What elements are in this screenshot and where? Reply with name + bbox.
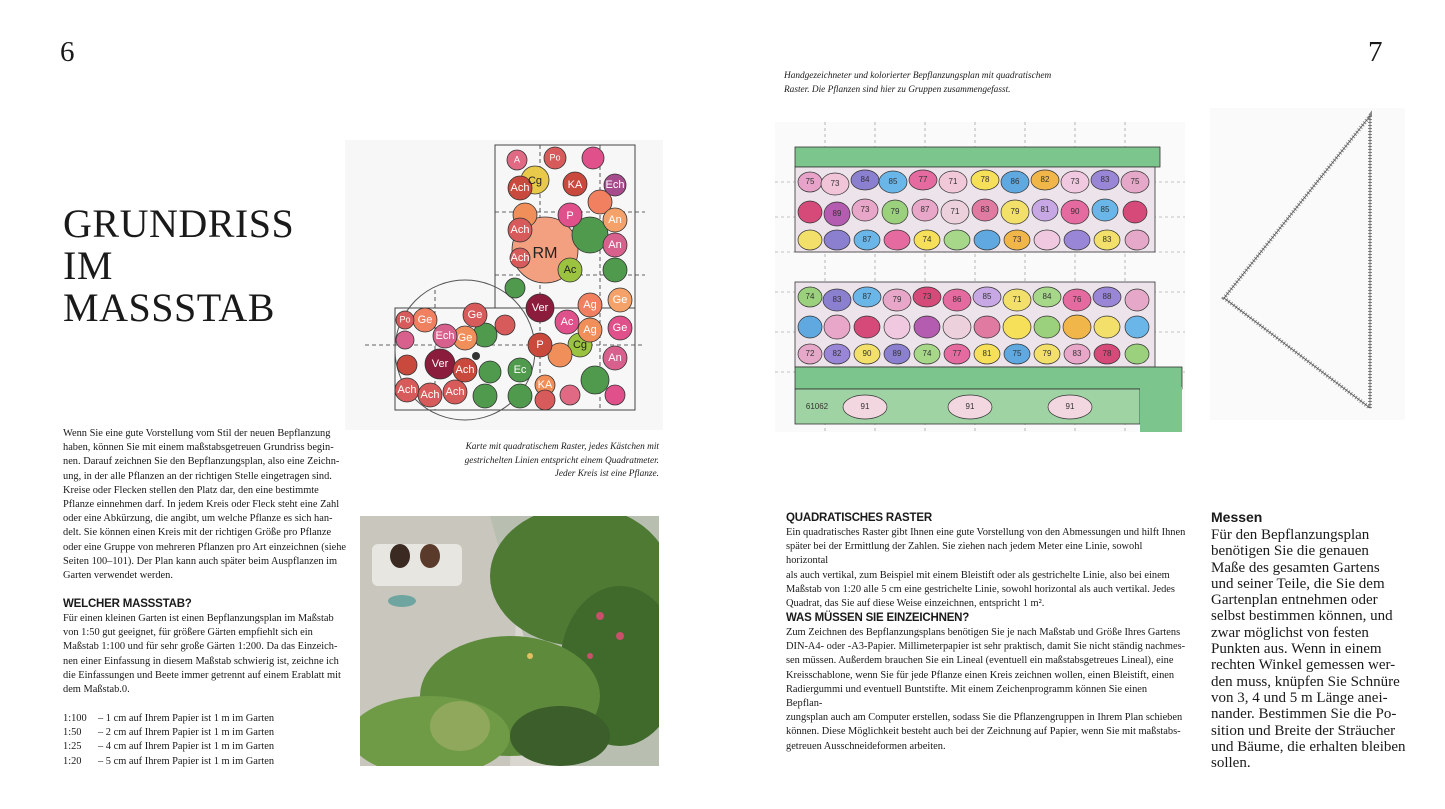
triangle-svg xyxy=(1210,108,1405,420)
text-line: später bei der Ermittlung der Zahlen. Sie ziehen nach jedem Meter eine Linie, sowohl horizontal xyxy=(786,541,1143,567)
plan-number: 87 xyxy=(862,235,872,245)
text-line: Punkten aus. Wenn in einem xyxy=(1211,641,1382,658)
plant-label: Ag xyxy=(583,323,597,336)
caption-line: gestrichelten Linien entspricht einem Quadratmeter. xyxy=(464,455,659,466)
plan-number: 81 xyxy=(1040,205,1050,215)
plan-number: 76 xyxy=(1072,295,1082,305)
plant-label: Ach xyxy=(445,385,465,398)
scale-ratio: 1:20 xyxy=(63,755,82,767)
plan-number: 74 xyxy=(922,349,932,359)
plant-label: Ag xyxy=(583,298,597,311)
text-line: DIN-A4- oder -A3-Papier. Millimeterpapier ist sehr praktisch, damit Sie nicht ständig nachmes- xyxy=(786,641,1186,653)
plant-label: Cg xyxy=(527,174,543,187)
scale-list xyxy=(63,712,348,769)
plan-number: 73 xyxy=(922,292,932,302)
text-line: Ein quadratisches Raster gibt Ihnen eine gute Vorstellung von den Abmessungen und hilft Ihnen xyxy=(786,527,1186,538)
plan-number: 74 xyxy=(805,292,815,302)
plan-number: 82 xyxy=(832,349,842,359)
text-line: zungsplan auch am Computer erstellen, sodass Sie die Pflanzengruppen in Ihrem Plan schieben xyxy=(786,712,1183,724)
section-heading-einzeichnen: WAS MÜSSEN SIE EINZEICHNEN? xyxy=(786,612,970,624)
text-line: Garten verwendet werden. xyxy=(63,570,173,582)
text-line: sollen. xyxy=(1211,755,1251,772)
text-line: sition und Breite der Sträucher xyxy=(1211,722,1396,739)
einzeichnen-paragraph xyxy=(786,626,1186,754)
text-line: und seiner Teile, die Sie dem xyxy=(1211,575,1385,592)
plan-number: 71 xyxy=(948,177,958,187)
raster-paragraph xyxy=(786,526,1186,611)
text-line: Seiten 100–101). Der Plan kann auch später beim Auspflanzen im xyxy=(63,555,338,567)
plan-number: 85 xyxy=(1100,205,1110,215)
scale-row xyxy=(63,726,348,740)
plant-label: Ge xyxy=(467,308,483,321)
plant-label: Ach xyxy=(510,181,530,194)
plan-number: 73 xyxy=(1070,177,1080,187)
plant-label: An xyxy=(608,213,622,226)
plan-number: 81 xyxy=(982,349,992,359)
plant-label: P xyxy=(536,338,544,351)
plant-label: KA xyxy=(537,378,553,391)
text-line: Radiergummi und eventuell Buntstifte. Mit einem Zeichenprogramm können Sie einen Bepflan- xyxy=(786,683,1148,710)
text-line: den muss, knüpfen Sie Schnüre xyxy=(1211,673,1400,690)
plant-label: Ac xyxy=(563,263,577,276)
triangle-drawing xyxy=(1210,108,1405,420)
plan-number: 86 xyxy=(1010,177,1020,187)
plan-number: 71 xyxy=(1012,295,1022,305)
plant-label: Ach xyxy=(397,383,417,396)
text-line: Maßstab von 1:20 alle 5 cm eine gestrichelte Linie, sowohl horizontal als auch vertikal. Jedes xyxy=(786,583,1175,595)
text-line: benötigen Sie die genauen xyxy=(1211,543,1369,560)
plant-label: Ge xyxy=(612,293,628,306)
text-line: oder eine Gruppe von mehreren Pflanzen pro Art einzeichnen (siehe xyxy=(63,541,347,553)
plan-number: 77 xyxy=(918,175,928,185)
scale-desc: – 5 cm auf Ihrem Papier ist 1 m im Garten xyxy=(98,755,275,767)
text-line: Zum Zeichnen des Bepflanzungsplans benötigen Sie je nach Maßstab und Größe Ihres Gartens xyxy=(786,627,1181,638)
text-line: Maßstab 1:100 und für sehr große Gärten 1:200. Da das Einzeich- xyxy=(63,641,338,653)
intro-paragraph xyxy=(63,427,348,583)
plan-number: 79 xyxy=(1042,349,1052,359)
caption-line: Jeder Kreis ist eine Pflanze. xyxy=(554,469,659,479)
plant-label: P xyxy=(566,209,574,222)
text-line: nen einer Einfassung in diesem Maßstab schwierig ist, zeichne ich xyxy=(63,655,339,667)
plan-number: 82 xyxy=(1040,175,1050,185)
hand-plan-caption xyxy=(784,70,1114,97)
caption-line: Raster. Die Pflanzen sind hier zu Gruppen zusammengefasst. xyxy=(784,84,1011,95)
title-line: MASSSTAB xyxy=(63,285,275,330)
plan-number: 61062 xyxy=(805,402,829,412)
plan-number: 87 xyxy=(920,205,930,215)
plan-number: 85 xyxy=(888,177,898,187)
text-line: Kreise oder Flecken stellen den Platz dar, den eine bestimmte xyxy=(63,484,319,496)
text-line: zwar möglichst von festen xyxy=(1211,624,1369,641)
text-line: nen. Darauf zeichnen Sie den Bepflanzungsplan, also eine Zeichn- xyxy=(63,456,340,468)
text-line: rechten Winkel gemessen wer- xyxy=(1211,657,1396,674)
plan-number: 71 xyxy=(950,207,960,217)
plan-number: 83 xyxy=(980,205,990,215)
messen-paragraph xyxy=(1211,527,1436,771)
plan-number: 79 xyxy=(1010,207,1020,217)
plan-number: 77 xyxy=(952,349,962,359)
plant-label: An xyxy=(608,238,622,251)
plant-label: Ach xyxy=(420,388,440,401)
title-line: GRUNDRISS xyxy=(63,201,295,246)
text-line: und Bäume, die erhalten bleiben xyxy=(1211,738,1406,755)
plan-number: 91 xyxy=(860,402,870,412)
text-line: nander. Bestimmen Sie die Po- xyxy=(1211,706,1397,723)
title-line: IM xyxy=(63,243,113,288)
text-line: delt. Sie können einen Kreis mit der richtigen Größe pro Pflanze xyxy=(63,527,332,539)
page-number-left: 6 xyxy=(60,36,75,68)
scale-desc: – 4 cm auf Ihrem Papier ist 1 m im Garten xyxy=(98,741,275,753)
text-line: Quadrat, das Sie auf diese Weise einzeichnen, entspricht 1 m². xyxy=(786,598,1045,610)
section-heading-scale: WELCHER MASSSTAB? xyxy=(63,598,192,610)
scale-ratio: 1:25 xyxy=(63,741,82,753)
plan-number: 86 xyxy=(952,295,962,305)
text-line: die Einfassungen und Beete immer getrennt auf einem Erablatt mit xyxy=(63,669,341,681)
plan-number: 91 xyxy=(1065,402,1075,412)
plan-number: 72 xyxy=(805,349,815,359)
plan-number: 79 xyxy=(892,295,902,305)
plan-number: 75 xyxy=(1012,349,1022,359)
planting-circle-map xyxy=(345,140,663,430)
caption-line: Handgezeichneter und kolorierter Bepflanzungsplan mit quadratischem xyxy=(784,71,1052,81)
text-line: Gartenplan entnehmen oder xyxy=(1211,592,1378,609)
plan-number: 73 xyxy=(860,205,870,215)
plant-label: Ach xyxy=(455,363,475,376)
plant-label: A xyxy=(513,154,521,165)
plan-number: 85 xyxy=(982,292,992,302)
plant-label: RM xyxy=(532,245,558,263)
plan-number: 90 xyxy=(1070,207,1080,217)
text-line: getreuen Ausschneideformen arbeiten. xyxy=(786,740,946,752)
text-line: Maße des gesamten Gartens xyxy=(1211,559,1380,576)
plant-label: Ge xyxy=(417,313,433,326)
plan-number: 87 xyxy=(862,292,872,302)
text-line: Für einen kleinen Garten ist einen Bepflanzungsplan im Maßstab xyxy=(63,613,334,624)
plan-number: 73 xyxy=(830,179,840,189)
plan-number: 83 xyxy=(1072,349,1082,359)
plan-number: 89 xyxy=(892,349,902,359)
scale-desc: – 2 cm auf Ihrem Papier ist 1 m im Garten xyxy=(98,727,275,739)
text-line: Für den Bepflanzungsplan xyxy=(1211,527,1370,543)
plant-label: Po xyxy=(549,152,561,163)
text-line: haben, können Sie mit einem maßstabsgetreuen Grundriss begin- xyxy=(63,442,334,454)
scale-desc: – 1 cm auf Ihrem Papier ist 1 m im Garten xyxy=(98,713,275,724)
plan-number: 78 xyxy=(1102,349,1112,359)
map-caption xyxy=(400,441,659,482)
text-line: von 1:50 gut geeignet, für größere Gärten empfiehlt sich ein xyxy=(63,627,313,639)
text-line: sen müssen. Außerdem brauchen Sie ein Lineal (eventuell ein maßstabsgetreues Lineal), eine xyxy=(786,655,1174,667)
plant-label: Ge xyxy=(457,331,473,344)
page-number-right: 7 xyxy=(1368,36,1383,68)
plan-number: 89 xyxy=(832,209,842,219)
plant-label: Ver xyxy=(531,301,549,314)
plant-label: Ec xyxy=(513,363,527,376)
scale-paragraph xyxy=(63,612,348,697)
plan-number: 79 xyxy=(890,207,900,217)
plan-number: 90 xyxy=(862,349,872,359)
plan-number: 74 xyxy=(922,235,932,245)
garden-photo xyxy=(360,516,659,766)
plant-label: Ach xyxy=(510,251,530,264)
plant-label: Ech xyxy=(435,329,455,342)
text-line: als auch vertikal, zum Beispiel mit einem Bleistift oder als gestrichelte Linie, also bei einem xyxy=(786,569,1170,581)
text-line: Pflanze einnehmen darf. In jedem Kreis oder Fleck steht eine Zahl xyxy=(63,499,340,511)
plant-label: Ver xyxy=(431,357,449,370)
page-title xyxy=(63,203,294,329)
scale-row xyxy=(63,712,348,726)
scale-ratio: 1:50 xyxy=(63,727,82,739)
plan-number: 88 xyxy=(1102,292,1112,302)
circle-map-svg xyxy=(345,140,663,430)
plan-number: 83 xyxy=(1100,175,1110,185)
text-line: Wenn Sie eine gute Vorstellung vom Stil der neuen Bepflanzung xyxy=(63,428,331,439)
hand-drawn-plan xyxy=(775,122,1185,432)
plant-label: An xyxy=(608,351,622,364)
garden-photo-svg xyxy=(360,516,659,766)
text-line: von 3, 4 und 5 m Länge anei- xyxy=(1211,689,1388,706)
caption-line: Karte mit quadratischem Raster, jedes Kästchen mit xyxy=(465,442,659,452)
text-line: oder eine Abkürzung, die angibt, um welche Pflanze es sich han- xyxy=(63,513,333,525)
text-line: selbst bestimmen können, und xyxy=(1211,608,1393,625)
plan-number: 83 xyxy=(1102,235,1112,245)
plan-number: 73 xyxy=(1012,235,1022,245)
plant-label: KA xyxy=(567,178,583,191)
plan-number: 75 xyxy=(805,177,815,187)
plant-label: Ac xyxy=(560,315,574,328)
text-line: können. Diese Möglichkeit besteht auch bei der Zeichnung auf Papier, wenn Sie mit maßstabs- xyxy=(786,726,1181,738)
scale-ratio: 1:100 xyxy=(63,713,87,724)
plant-label: Ech xyxy=(605,178,625,191)
plant-label: Ge xyxy=(612,321,628,334)
hand-plan-svg xyxy=(775,122,1185,432)
text-line: Kreisschablone, wenn Sie für jede Pflanze einen Kreis zeichnen wollen, einen Bleistift, einen xyxy=(786,669,1175,681)
text-line: dem Maßstab.0. xyxy=(63,684,130,696)
section-heading-raster: QUADRATISCHES RASTER xyxy=(786,512,932,524)
messen-heading: Messen xyxy=(1211,509,1263,525)
plant-label: Ach xyxy=(510,223,530,236)
plant-label: Po xyxy=(399,314,411,325)
plan-number: 78 xyxy=(980,175,990,185)
scale-row xyxy=(63,755,348,769)
text-line: ung, in der alle Pflanzen an der richtigen Stelle eingetragen sind. xyxy=(63,470,332,482)
scale-row xyxy=(63,740,348,754)
plan-number: 84 xyxy=(860,175,870,185)
plan-number: 91 xyxy=(965,402,975,412)
plant-label: Cg xyxy=(572,338,588,351)
plan-number: 84 xyxy=(1042,292,1052,302)
plan-number: 75 xyxy=(1130,177,1140,187)
plan-number: 83 xyxy=(832,295,842,305)
